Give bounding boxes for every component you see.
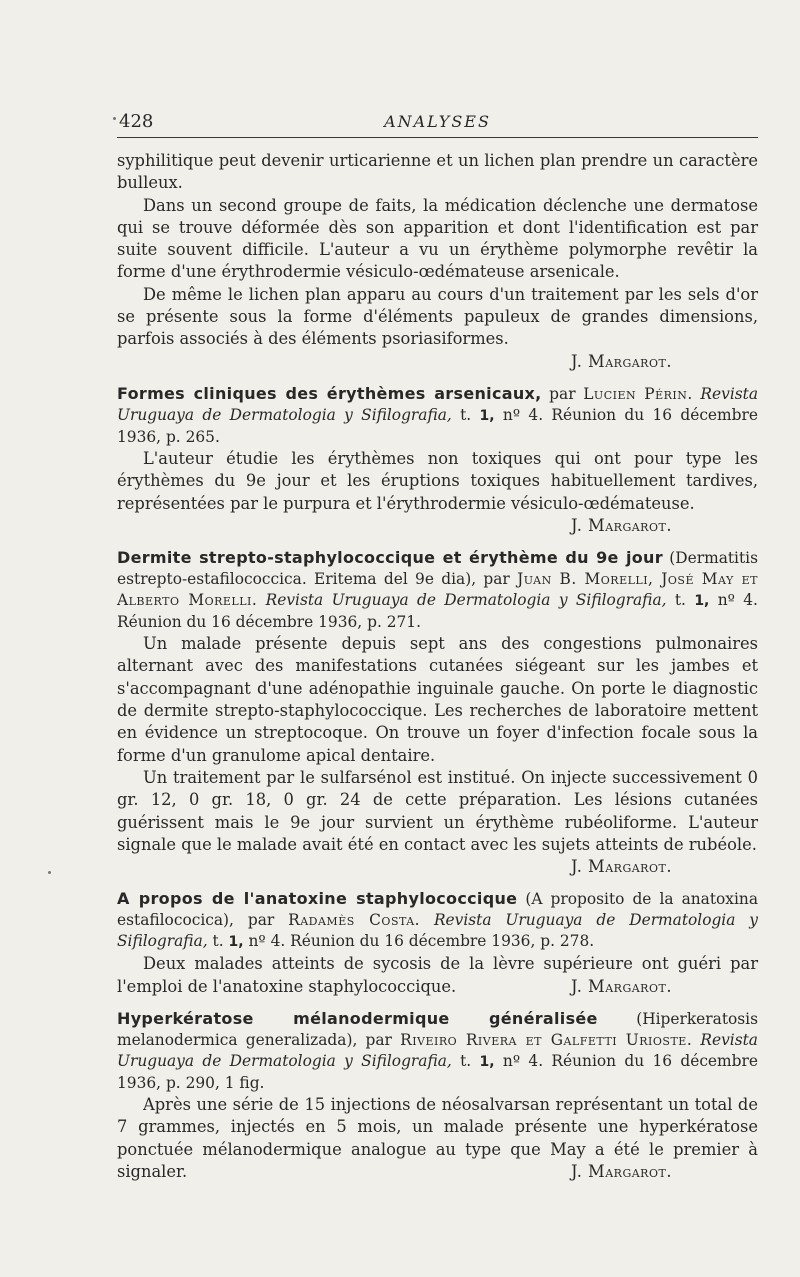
entry-authors: Juan B. Morelli, José May et Alberto Morelli. (117, 570, 758, 610)
entry-volume: 1, (228, 934, 244, 951)
entry-authors: Riveiro Rivera et Galfetti Urioste. (400, 1031, 693, 1050)
entry-title: Dermite strepto-staphylococcique et érythème du 9e jour (117, 548, 663, 568)
entry-vol-prefix: t. (460, 405, 472, 424)
entry-heading (117, 1008, 758, 1094)
entry-paragraph-text: Deux malades atteints de sycosis de la lèvre supérieure ont guéri par l'emploi de l'anatoxine staphylococcique. (117, 954, 758, 996)
entry-title: A propos de l'anatoxine staphylococcique (117, 889, 518, 909)
entry-authors: Radamès Costa. (288, 911, 421, 930)
entry-num-prefix: nº (502, 1052, 521, 1071)
entry-number: 4. (528, 405, 544, 424)
entry-paragraph (117, 1094, 758, 1183)
entry-heading (117, 888, 758, 953)
entry-reference: Réunion du 16 décembre 1936, p. 290, 1 fig. (117, 1052, 758, 1093)
entry-journal: Revista Uruguaya de Dermatologia y Sifilografia, (117, 1031, 758, 1071)
running-head: ANALYSES (384, 112, 491, 131)
signature: J. Margarot. (570, 351, 672, 371)
review-entry (117, 547, 758, 878)
entry-vol-prefix: t. (212, 932, 224, 951)
entry-pre: (Dermatitis estrepto-estafilococcica. Eritema del 9e dia), par (117, 549, 758, 589)
entry-pre: par (549, 384, 576, 403)
entry-heading (117, 547, 758, 633)
review-entry (117, 888, 758, 998)
entry-authors: Lucien Périn. (583, 384, 693, 403)
entry-volume: 1, (479, 407, 495, 424)
paragraph: De même le lichen plan apparu au cours d'un traitement par les sels d'or se présente sous la forme d'éléments papuleux de grandes dimensions, parfois associés à des éléments psoriasiformes. (117, 284, 758, 349)
entry-paragraph-text: Après une série de 15 injections de néosalvarsan représentant un total de 7 grammes, injectés en 5 mois, un malade présente une hyperkératose ponctuée mélanodermique analogue au type que May a été le premier à signaler. (117, 1095, 758, 1181)
entry-num-prefix: nº (717, 591, 735, 610)
entry-number: 4. (743, 591, 758, 610)
entry-paragraph (117, 953, 758, 998)
entry-paragraph: L'auteur étudie les érythèmes non toxiques qui ont pour type les érythèmes du 9e jour et les éruptions toxiques habituellement tardives, représentées par le purpura et l'érythrodermie vésiculo-œdémateuse. (117, 448, 758, 513)
entry-reference: Réunion du 16 décembre 1936, p. 271. (117, 613, 421, 632)
review-entry (117, 383, 758, 537)
entry-number: 4. (270, 932, 286, 951)
signature: J. Margarot. (570, 976, 672, 996)
paragraph: syphilitique peut devenir urticarienne et un lichen plan prendre un caractère bulleux. (117, 151, 758, 193)
paper-speck (48, 871, 51, 874)
signature: J. Margarot. (570, 515, 672, 535)
entry-paragraph: Un malade présente depuis sept ans des congestions pulmonaires alternant avec des manifestations cutanées siégeant sur les jambes et s'accompagnant d'une adénopathie inguinale gauche. On porte le diagnostic de dermite strepto-staphylococcique. Les recherches de laboratoire mettent en évidence un streptocoque. On trouve un foyer d'infection focale sous la forme d'un granulome apical dentaire. (117, 634, 758, 765)
entry-reference: Réunion du 16 décembre 1936, p. 278. (290, 932, 595, 951)
entry-vol-prefix: t. (674, 591, 686, 610)
signature: J. Margarot. (570, 857, 672, 877)
page-body (117, 150, 758, 1183)
entry-journal: Revista Uruguaya de Dermatologia y Sifilografia, (265, 591, 667, 610)
entry-vol-prefix: t. (460, 1052, 472, 1071)
entry-number: 4. (528, 1052, 544, 1071)
entry-paragraph: Un traitement par le sulfarsénol est institué. On injecte successivement 0 gr. 12, 0 gr. 18, 0 gr. 24 de cette préparation. Les lésions cutanées guérissent mais le 9e jour survient un érythème rubéoliforme. L'auteur signale que le malade avait été en contact avec les sujets atteints de rubéole. (117, 767, 758, 854)
entry-heading (117, 383, 758, 448)
page-header (117, 113, 758, 138)
paragraph: Dans un second groupe de faits, la médication déclenche une dermatose qui se trouve déformée dès son apparition et dont l'identification est par suite souvent difficile. L'auteur a vu un érythème polymorphe revêtir la forme d'une érythrodermie vésiculo-œdémateuse arsenicale. (117, 195, 758, 282)
review-entry (117, 1008, 758, 1183)
entry-reference: Réunion du 16 décembre 1936, p. 265. (117, 405, 758, 446)
entry-pre: (A proposito de la anatoxina estafilococica), par (117, 890, 758, 930)
entry-title: Hyperkératose mélanodermique généralisée (117, 1009, 598, 1029)
entry-volume: 1, (694, 593, 710, 610)
entry-num-prefix: nº (502, 405, 521, 424)
entry-journal: Revista Uruguaya de Dermatologia y Sifilografia, (117, 384, 758, 424)
page-number: 428 (119, 111, 154, 132)
entry-journal: Revista Uruguaya de Dermatologia y Sifilografia, (117, 911, 758, 951)
entry-title: Formes cliniques des érythèmes arsenicaux, (117, 383, 542, 403)
entry-pre: (Hiperkeratosis melanodermica generalizada), par (117, 1010, 758, 1050)
paper-speck (113, 117, 116, 120)
entry-volume: 1, (479, 1054, 495, 1071)
signature: J. Margarot. (570, 1161, 672, 1181)
entry-num-prefix: nº (248, 932, 266, 951)
